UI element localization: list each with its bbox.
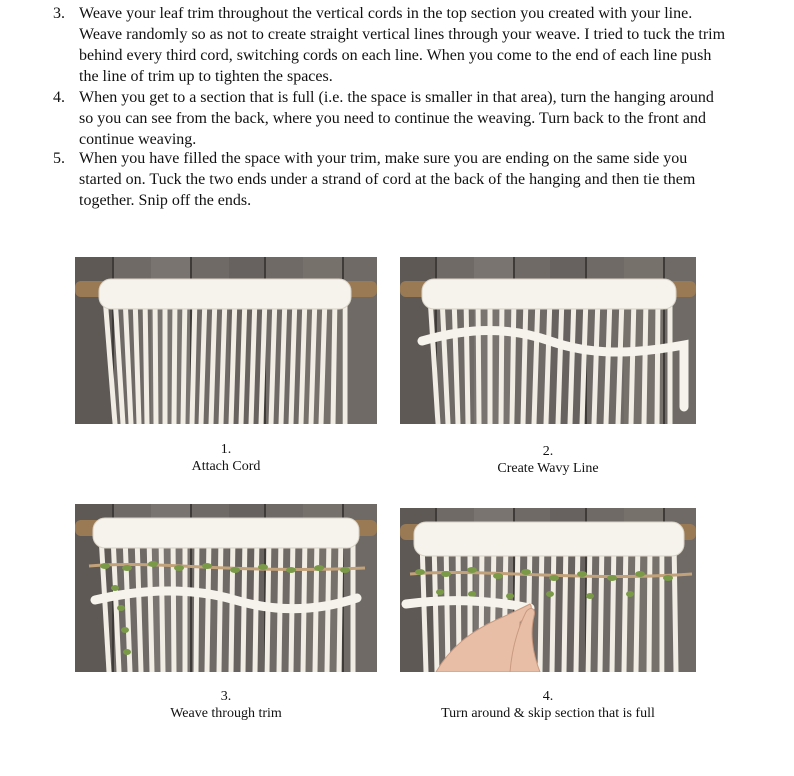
- caption-text: Weave through trim: [170, 706, 282, 721]
- step-4: [0, 87, 729, 150]
- step-number: 3.: [53, 5, 65, 22]
- step-5: [0, 148, 729, 211]
- caption-number: 3.: [220, 689, 232, 704]
- caption-number: 2.: [542, 444, 554, 459]
- caption-text: Create Wavy Line: [497, 461, 599, 476]
- step-3: [0, 3, 729, 87]
- photo-weave-through-trim: [75, 504, 377, 672]
- photo-turn-around: [400, 508, 696, 672]
- caption-photo-4: [400, 688, 696, 722]
- caption-number: 4.: [542, 689, 554, 704]
- step-number: 5.: [53, 150, 65, 167]
- caption-text: Attach Cord: [191, 459, 261, 474]
- larks-head-knots: [422, 279, 676, 309]
- caption-photo-3: [75, 688, 377, 722]
- caption-photo-2: [400, 443, 696, 477]
- larks-head-knots: [93, 518, 359, 548]
- larks-head-knots: [414, 522, 684, 556]
- step-text: When you get to a section that is full (i.e. the space is smaller in that area), turn the hanging around so you can see from the back, where you need to continue the weaving. Turn back to the front and continue weaving.: [79, 89, 714, 148]
- larks-head-knots: [99, 279, 351, 309]
- caption-text: Turn around & skip section that is full: [441, 706, 655, 721]
- caption-number: 1.: [220, 442, 232, 457]
- caption-photo-1: [75, 441, 377, 475]
- photo-create-wavy-line: [400, 257, 696, 424]
- step-text: Weave your leaf trim throughout the vertical cords in the top section you created with your line. Weave randomly so as not to create straight vertical lines through your weave. I tried to tuck the trim behind every third cord, switching cords on each line. When you come to the end of each line push the line of trim up to tighten the spaces.: [79, 5, 726, 85]
- step-number: 4.: [53, 89, 65, 106]
- photo-attach-cord: [75, 257, 377, 424]
- step-text: When you have filled the space with your trim, make sure you are ending on the same side you started on. Tuck the two ends under a strand of cord at the back of the hanging and then tie them together. Snip off the ends.: [79, 150, 696, 209]
